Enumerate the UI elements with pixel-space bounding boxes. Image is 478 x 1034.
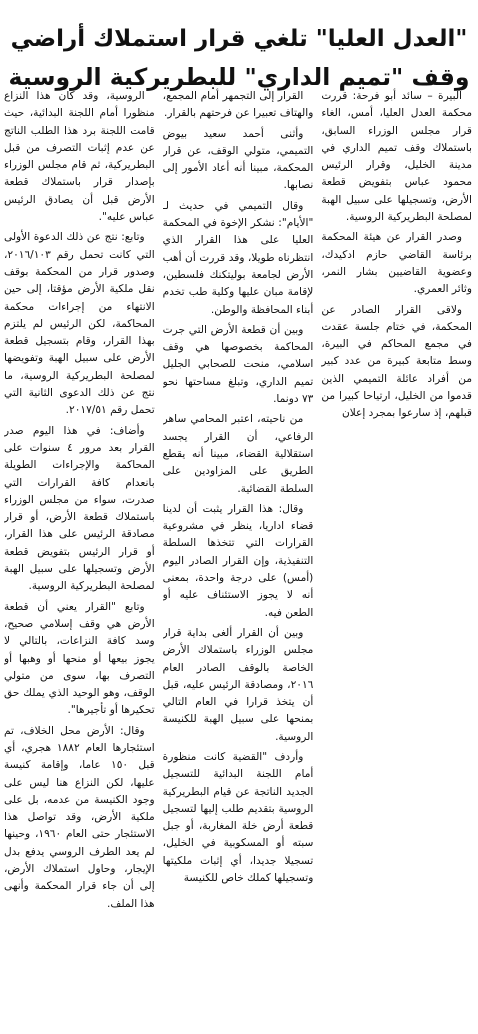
headline-line-2: وقف "تميم الداري" للبطريركية الروسية — [8, 63, 470, 92]
article-headline — [6, 20, 472, 96]
headline-line-1: "العدل العليا" تلغي قرار استملاك أراضي — [10, 26, 468, 53]
paragraph: وبين أن القرار ألغى بداية قرار مجلس الوزراء باستملاك الأرض الخاصة بالوقف الصادر العام ٢٠١٦، ومصادقة الرئيس عليه، قبل أن يتخذ قرارا في العام التالي بمنحها على سبيل الهبة للكنيسة الروسية. — [162, 626, 314, 743]
article-body — [4, 88, 472, 1032]
paragraph: وقال: هذا القرار يثبت أن لدينا قضاء اداريا، ينظر في مشروعية القرارات التي تتخذها السلطة التنفيذية، وإن القرار الصادر اليوم (أمس) على درجة واحدة، بمعنى أنه لا يجوز الاستئناف عليه أو الطعن فيه. — [162, 502, 314, 619]
paragraph: وأردف "القضية كانت منظورة أمام اللجنة البدائية للتسجيل الجديد الناتجة عن قيام البطريركية الروسية بتقديم طلب إليها لتسجيل قطعة أرض خلة المغاربة، أو جبل سبته أو المسكوبية في الخليل، تسجيلا جديدا، أي إثبات ملكيتها وتسجيلها كملك خاص للكنيسة — [162, 750, 314, 885]
column-left — [4, 88, 155, 1032]
paragraph: وقال: الأرض محل الخلاف، تم استئجارها العام ١٨٨٢ هجري، أي قبل ١٥٠ عاما، وإقامة كنيسة عليها، لكن النزاع هنا ليس على وجود الكنيسة من عدمه، بل على ملكية الأرض، وقد تواصل هذا الاستئجار حتى العام ١٩٦٠، وحينها لم يعد الطرف الروسي يدفع بدل الإيجار، وحاول استملاك الأرض، إلى أن جاء قرار المحكمة وأنهى هذا الملف. — [3, 724, 155, 910]
paragraph: البيرة – سائد أبو فرحة: قررت محكمة العدل العليا، أمس، الغاء قرار مجلس الوزراء السابق، باستملاك وقف تميم الداري في مدينة الخليل، وقرار الرئيس محمود عباس بتفويض قطعة الأرض، وتسجيلها على سبيل الهبة لمصلحة البطريركية الروسية. — [321, 90, 472, 224]
column-middle — [163, 88, 314, 1032]
paragraph: وأثنى أحمد سعيد بيوض التميمي، متولي الوقف، عن قرار المحكمة، مبينا أنه أعاد الأمور إلى نصابها. — [162, 127, 314, 192]
paragraph: وقال التميمي في حديث لـ "الأيام": نشكر الإخوة في المحكمة العليا على هذا القرار الذي انتظرناه طويلا، وقد قررت أن أهب الأرض لجامعة بوليتكنك فلسطين، لإقامة مبان عليها وكلية طب تخدم أبناء المحافظة والوطن. — [162, 199, 314, 316]
paragraph: الروسية، وقد كان هذا النزاع منظورا أمام اللجنة البدائية، حيث قامت اللجنة برد هذا الطلب الناتج عن عدم إثبات التصرف من قبل البطريركية، ثم قام مجلس الوزراء بإصدار قرار باستملاك قطعة الأرض قبل أن يصادق الرئيس عباس عليه". — [3, 90, 155, 224]
paragraph: وتابع "القرار يعني أن قطعة الأرض هي وقف إسلامي صحيح، وسد كافة النزاعات، بالتالي لا يجوز بيعها أو منحها أو وهبها أو التصرف بها، سوى من متولي الوقف، وهو الوحيد الذي يملك حق تحكيرها أو تأجيرها". — [3, 600, 155, 717]
paragraph: وصدر القرار عن هيئة المحكمة برئاسة القاضي حازم ادكيدك، وعضوية القاضيين بشار النمر، وثائر العمري. — [321, 231, 472, 296]
paragraph: وأضاف: في هذا اليوم صدر القرار بعد مرور ٤ سنوات على المحاكمة والإجراءات الطويلة بانعدام كافة القرارات التي صدرت، سواء من مجلس الوزراء باستملاك قطعة الأرض، أو قرار مصادقة الرئيس على هذا القرار، أو قرار الرئيس بتفويض قطعة الأرض وتسجيلها على سبيل الهبة لمصلحة البطريركية الروسية. — [3, 424, 155, 593]
column-right — [321, 88, 472, 1032]
paragraph: ولاقى القرار الصادر عن المحكمة، في ختام جلسة عقدت في مجمع المحاكم في البيرة، وسط متابعة كبيرة من عدد كبير من أفراد عائلة التميمي الذين قدموا من الخليل، ارتياحا كبيرا من قبلهم، إذ سارعوا بمجرد إعلان — [321, 303, 472, 420]
paragraph: القرار إلى التجمهر أمام المجمع، والهتاف تعبيرا عن فرحتهم بالقرار. — [162, 90, 314, 120]
paragraph: وتابع: نتج عن ذلك الدعوة الأولى التي كانت تحمل رقم ٢٠١٦/١٠٣، وصدور قرار من المحكمة بوقف نقل ملكية الأرض مؤقتا، إلى حين الانتهاء من إجراءات محكمة المحاكمة، لكن الرئيس لم يلتزم بهذا القرار، وقام بتسجيل قطعة الأرض على سبيل الهبة وتفويضها لمصلحة البطريركية الروسية، ما نتج عن ذلك الدعوى الثانية التي تحمل رقم ٢٠١٧/٥١. — [3, 231, 155, 417]
paragraph: من ناحيته، اعتبر المحامي ساهر الرفاعي، أن القرار يجسد استقلالية القضاء، مبينا أنه يقطع الطريق على المزاودين على السلطة القضائية. — [162, 413, 314, 495]
paragraph: وبين أن قطعة الأرض التي جرت المحاكمة بخصوصها هي وقف اسلامي، منحت للصحابي الجليل تميم الداري، وتبلغ مساحتها نحو ٧٣ دونما. — [162, 323, 314, 406]
